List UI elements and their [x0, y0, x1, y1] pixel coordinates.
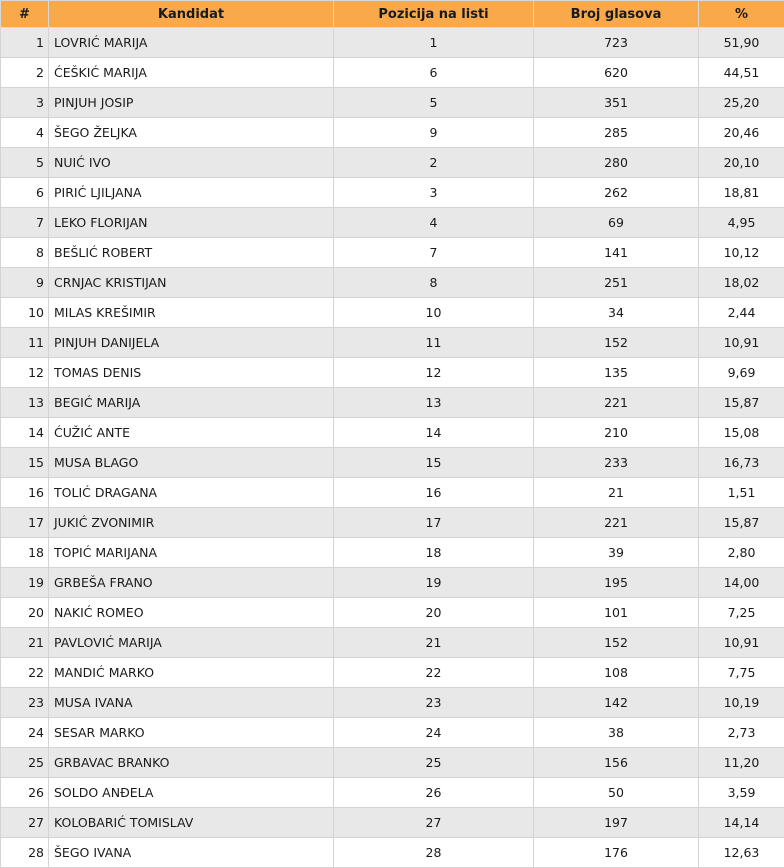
- cell-rank: 22: [1, 658, 49, 688]
- table-row: [1, 568, 784, 598]
- cell-list-position: 16: [334, 478, 534, 508]
- cell-vote-count: 723: [534, 28, 699, 58]
- cell-list-position: 21: [334, 628, 534, 658]
- cell-vote-count: 38: [534, 718, 699, 748]
- cell-vote-count: 141: [534, 238, 699, 268]
- cell-rank: 27: [1, 808, 49, 838]
- cell-percent: 25,20: [699, 88, 784, 118]
- cell-rank: 26: [1, 778, 49, 808]
- cell-rank: 14: [1, 418, 49, 448]
- cell-vote-count: 50: [534, 778, 699, 808]
- cell-percent: 11,20: [699, 748, 784, 778]
- cell-vote-count: 251: [534, 268, 699, 298]
- cell-rank: 20: [1, 598, 49, 628]
- cell-candidate: GRBAVAC BRANKO: [49, 748, 334, 778]
- cell-rank: 23: [1, 688, 49, 718]
- cell-vote-count: 197: [534, 808, 699, 838]
- cell-percent: 9,69: [699, 358, 784, 388]
- cell-candidate: GRBEŠA FRANO: [49, 568, 334, 598]
- cell-percent: 20,10: [699, 148, 784, 178]
- cell-percent: 44,51: [699, 58, 784, 88]
- cell-candidate: MANDIĆ MARKO: [49, 658, 334, 688]
- cell-percent: 4,95: [699, 208, 784, 238]
- header-rank[interactable]: #: [1, 1, 49, 28]
- cell-vote-count: 620: [534, 58, 699, 88]
- cell-candidate: MILAS KREŠIMIR: [49, 298, 334, 328]
- cell-list-position: 20: [334, 598, 534, 628]
- cell-percent: 15,87: [699, 388, 784, 418]
- cell-percent: 3,59: [699, 778, 784, 808]
- cell-percent: 14,00: [699, 568, 784, 598]
- table-row: [1, 238, 784, 268]
- cell-list-position: 4: [334, 208, 534, 238]
- cell-vote-count: 39: [534, 538, 699, 568]
- cell-candidate: ŠEGO ŽELJKA: [49, 118, 334, 148]
- cell-candidate: TOMAS DENIS: [49, 358, 334, 388]
- cell-list-position: 18: [334, 538, 534, 568]
- cell-candidate: BEŠLIĆ ROBERT: [49, 238, 334, 268]
- cell-rank: 12: [1, 358, 49, 388]
- cell-rank: 1: [1, 28, 49, 58]
- cell-vote-count: 262: [534, 178, 699, 208]
- cell-list-position: 15: [334, 448, 534, 478]
- cell-rank: 10: [1, 298, 49, 328]
- table-row: [1, 508, 784, 538]
- cell-candidate: SOLDO ANĐELA: [49, 778, 334, 808]
- cell-list-position: 19: [334, 568, 534, 598]
- cell-percent: 16,73: [699, 448, 784, 478]
- table-header-row: [1, 1, 784, 28]
- cell-candidate: PINJUH JOSIP: [49, 88, 334, 118]
- cell-candidate: TOPIĆ MARIJANA: [49, 538, 334, 568]
- table-row: [1, 718, 784, 748]
- cell-list-position: 17: [334, 508, 534, 538]
- cell-candidate: MUSA BLAGO: [49, 448, 334, 478]
- table-row: [1, 478, 784, 508]
- cell-list-position: 25: [334, 748, 534, 778]
- cell-list-position: 27: [334, 808, 534, 838]
- table-row: [1, 838, 784, 868]
- table-row: [1, 658, 784, 688]
- cell-vote-count: 135: [534, 358, 699, 388]
- table-row: [1, 808, 784, 838]
- cell-percent: 15,08: [699, 418, 784, 448]
- cell-rank: 13: [1, 388, 49, 418]
- cell-list-position: 26: [334, 778, 534, 808]
- table-row: [1, 778, 784, 808]
- cell-list-position: 24: [334, 718, 534, 748]
- cell-percent: 18,02: [699, 268, 784, 298]
- cell-candidate: LEKO FLORIJAN: [49, 208, 334, 238]
- cell-candidate: MUSA IVANA: [49, 688, 334, 718]
- cell-list-position: 13: [334, 388, 534, 418]
- table-row: [1, 208, 784, 238]
- cell-vote-count: 156: [534, 748, 699, 778]
- cell-vote-count: 21: [534, 478, 699, 508]
- cell-percent: 10,91: [699, 328, 784, 358]
- cell-vote-count: 221: [534, 508, 699, 538]
- cell-vote-count: 285: [534, 118, 699, 148]
- cell-candidate: ĆUŽIĆ ANTE: [49, 418, 334, 448]
- cell-candidate: PINJUH DANIJELA: [49, 328, 334, 358]
- cell-vote-count: 221: [534, 388, 699, 418]
- cell-percent: 10,91: [699, 628, 784, 658]
- table-row: [1, 178, 784, 208]
- cell-vote-count: 152: [534, 328, 699, 358]
- cell-candidate: SESAR MARKO: [49, 718, 334, 748]
- cell-list-position: 9: [334, 118, 534, 148]
- cell-candidate: CRNJAC KRISTIJAN: [49, 268, 334, 298]
- header-vote-count[interactable]: Broj glasova: [534, 1, 699, 28]
- cell-percent: 10,19: [699, 688, 784, 718]
- cell-vote-count: 210: [534, 418, 699, 448]
- cell-rank: 18: [1, 538, 49, 568]
- cell-candidate: NAKIĆ ROMEO: [49, 598, 334, 628]
- cell-list-position: 3: [334, 178, 534, 208]
- cell-list-position: 10: [334, 298, 534, 328]
- table-row: [1, 418, 784, 448]
- cell-vote-count: 152: [534, 628, 699, 658]
- cell-candidate: BEGIĆ MARIJA: [49, 388, 334, 418]
- table-row: [1, 28, 784, 58]
- cell-rank: 2: [1, 58, 49, 88]
- table-row: [1, 268, 784, 298]
- cell-percent: 2,44: [699, 298, 784, 328]
- cell-candidate: PIRIĆ LJILJANA: [49, 178, 334, 208]
- cell-rank: 16: [1, 478, 49, 508]
- table-row: [1, 148, 784, 178]
- cell-candidate: LOVRIĆ MARIJA: [49, 28, 334, 58]
- cell-candidate: KOLOBARIĆ TOMISLAV: [49, 808, 334, 838]
- cell-rank: 6: [1, 178, 49, 208]
- table-row: [1, 628, 784, 658]
- cell-list-position: 2: [334, 148, 534, 178]
- cell-rank: 11: [1, 328, 49, 358]
- cell-list-position: 7: [334, 238, 534, 268]
- cell-rank: 9: [1, 268, 49, 298]
- cell-candidate: PAVLOVIĆ MARIJA: [49, 628, 334, 658]
- cell-vote-count: 176: [534, 838, 699, 868]
- cell-percent: 7,25: [699, 598, 784, 628]
- header-list-position[interactable]: Pozicija na listi: [334, 1, 534, 28]
- cell-rank: 3: [1, 88, 49, 118]
- cell-rank: 21: [1, 628, 49, 658]
- cell-list-position: 23: [334, 688, 534, 718]
- cell-percent: 14,14: [699, 808, 784, 838]
- cell-percent: 12,63: [699, 838, 784, 868]
- cell-candidate: ŠEGO IVANA: [49, 838, 334, 868]
- table-row: [1, 448, 784, 478]
- cell-percent: 2,80: [699, 538, 784, 568]
- cell-list-position: 28: [334, 838, 534, 868]
- cell-rank: 25: [1, 748, 49, 778]
- cell-rank: 15: [1, 448, 49, 478]
- table-row: [1, 328, 784, 358]
- header-candidate[interactable]: Kandidat: [49, 1, 334, 28]
- cell-list-position: 5: [334, 88, 534, 118]
- cell-candidate: JUKIĆ ZVONIMIR: [49, 508, 334, 538]
- table-row: [1, 358, 784, 388]
- cell-rank: 8: [1, 238, 49, 268]
- header-percent[interactable]: %: [699, 1, 784, 28]
- cell-list-position: 12: [334, 358, 534, 388]
- cell-rank: 24: [1, 718, 49, 748]
- table-row: [1, 688, 784, 718]
- table-row: [1, 748, 784, 778]
- cell-vote-count: 108: [534, 658, 699, 688]
- cell-percent: 7,75: [699, 658, 784, 688]
- cell-candidate: NUIĆ IVO: [49, 148, 334, 178]
- table-row: [1, 88, 784, 118]
- cell-percent: 2,73: [699, 718, 784, 748]
- cell-vote-count: 69: [534, 208, 699, 238]
- cell-percent: 20,46: [699, 118, 784, 148]
- cell-list-position: 6: [334, 58, 534, 88]
- cell-rank: 5: [1, 148, 49, 178]
- cell-vote-count: 34: [534, 298, 699, 328]
- cell-rank: 4: [1, 118, 49, 148]
- cell-vote-count: 280: [534, 148, 699, 178]
- cell-percent: 18,81: [699, 178, 784, 208]
- table-row: [1, 538, 784, 568]
- cell-percent: 51,90: [699, 28, 784, 58]
- cell-percent: 1,51: [699, 478, 784, 508]
- cell-list-position: 22: [334, 658, 534, 688]
- cell-candidate: TOLIĆ DRAGANA: [49, 478, 334, 508]
- cell-list-position: 8: [334, 268, 534, 298]
- table-row: [1, 388, 784, 418]
- cell-vote-count: 233: [534, 448, 699, 478]
- cell-list-position: 1: [334, 28, 534, 58]
- table-body: [1, 28, 784, 868]
- cell-list-position: 11: [334, 328, 534, 358]
- cell-vote-count: 101: [534, 598, 699, 628]
- cell-vote-count: 195: [534, 568, 699, 598]
- cell-vote-count: 351: [534, 88, 699, 118]
- table-row: [1, 598, 784, 628]
- cell-vote-count: 142: [534, 688, 699, 718]
- cell-rank: 19: [1, 568, 49, 598]
- cell-list-position: 14: [334, 418, 534, 448]
- cell-candidate: ĆEŠKIĆ MARIJA: [49, 58, 334, 88]
- cell-percent: 10,12: [699, 238, 784, 268]
- cell-rank: 7: [1, 208, 49, 238]
- cell-percent: 15,87: [699, 508, 784, 538]
- cell-rank: 17: [1, 508, 49, 538]
- table-row: [1, 298, 784, 328]
- cell-rank: 28: [1, 838, 49, 868]
- table-row: [1, 58, 784, 88]
- table-row: [1, 118, 784, 148]
